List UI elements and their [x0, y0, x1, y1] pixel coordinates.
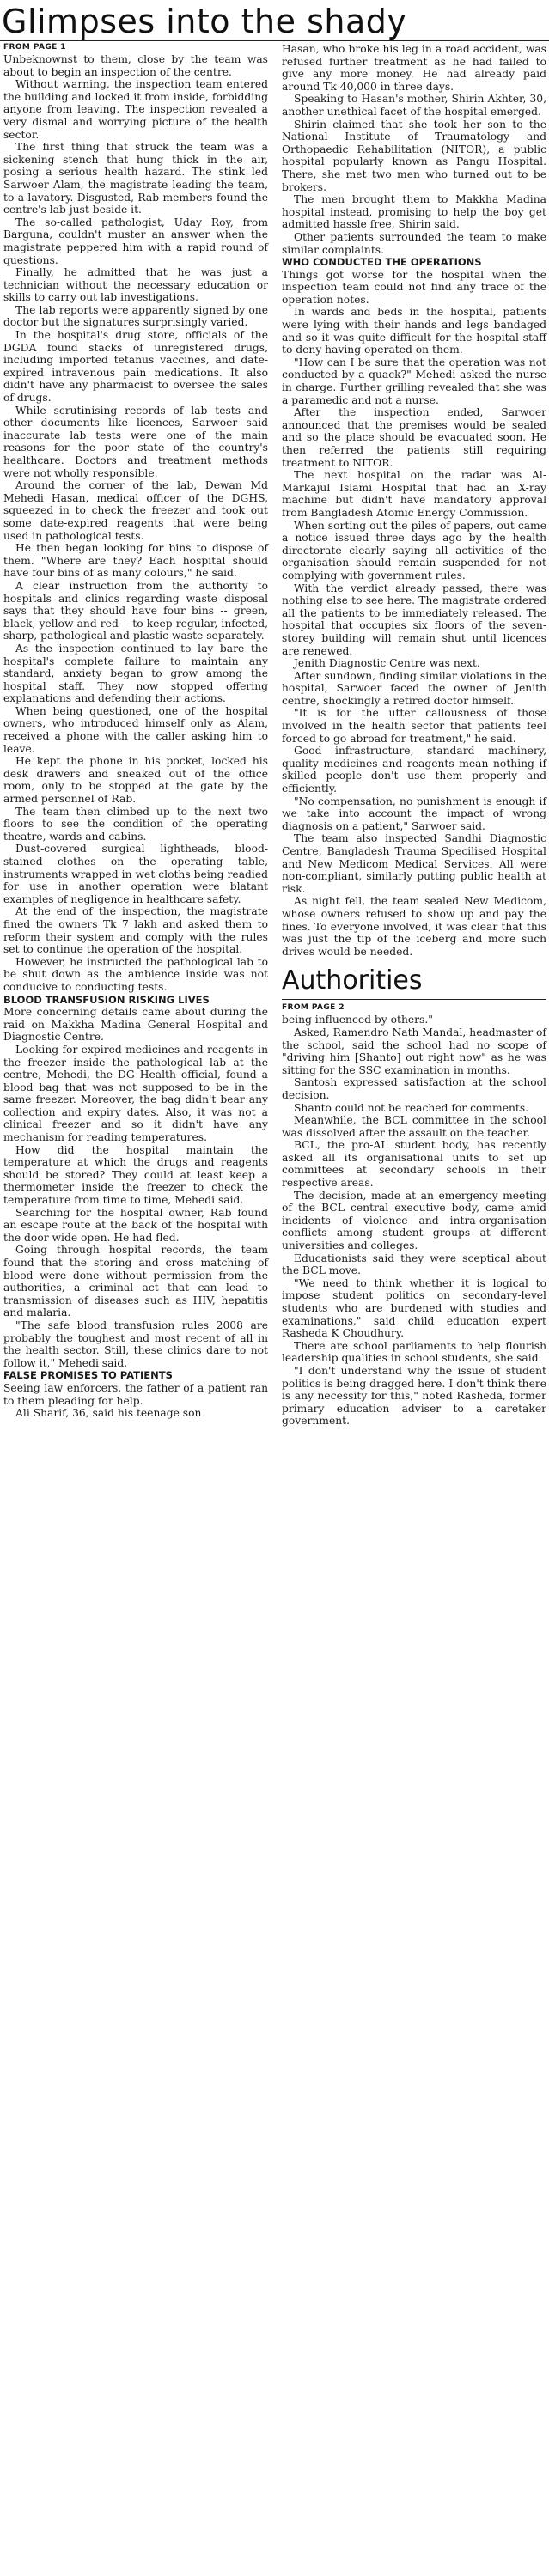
paragraph: "It is for the utter callousness of those involved in the health sector that patients feel forced to go abroad for treatment," he said. — [282, 707, 546, 745]
paragraph: The lab reports were apparently signed by one doctor but the signatures surprisingly varied. — [3, 303, 268, 329]
paragraph: Good infrastructure, standard machinery, quality medicines and reagents mean nothing if skilled people don't use them properly and efficiently. — [282, 745, 546, 795]
paragraph: The team also inspected Sandhi Diagnostic Centre, Bangladesh Trauma Specilised Hospital and New Medicom Medical Services. All were non-compliant, similarly putting public health at risk. — [282, 832, 546, 895]
paragraph: Speaking to Hasan's mother, Shirin Akhter, 30, another unethical facet of the hospital emerged. — [282, 93, 546, 118]
paragraph: A clear instruction from the authority to hospitals and clinics regarding waste disposal says that they should have four bins -- green, black, yellow and red -- to keep regular, infected, sharp, pathological and plastic waste separately. — [3, 579, 268, 642]
from-page-label: FROM PAGE 1 — [3, 43, 66, 52]
paragraph: being influenced by others." — [282, 1014, 433, 1026]
paragraph: Looking for expired medicines and reagents in the freezer inside the pathological lab at the centre, Mehedi, the DG Health official, found a blood bag that was not supposed to be in the same freezer. Moreover, the bag didn't bear any collection and expiry dates. Also, it was not a clinical freezer and so it didn't have any mechanism for reading temperatures. — [3, 1043, 268, 1144]
paragraph: Asked, Ramendro Nath Mandal, headmaster of the school, said the school had no scope of "driving him [Shanto] out right now" as he was sitting for the SSC examination in months. — [282, 1026, 546, 1076]
paragraph: He then began looking for bins to dispose of them. "Where are they? Each hospital should have four bins of as many colours," he said. — [3, 542, 268, 580]
article-column-left — [3, 43, 268, 1420]
paragraph: He kept the phone in his pocket, locked his desk drawers and sneaked out of the office room, only to be stopped at the gate by the armed personnel of Rab. — [3, 755, 268, 806]
paragraph: Without warning, the inspection team entered the building and locked it from inside, forbidding anyone from leaving. The inspection revealed a very dismal and worrying picture of the health sector. — [3, 78, 268, 141]
subheading: WHO CONDUCTED THE OPERATIONS — [282, 256, 482, 269]
paragraph: When being questioned, one of the hospital owners, who introduced himself only as Alam, received a phone with the caller asking him to leave. — [3, 704, 268, 755]
paragraph: BCL, the pro-AL student body, has recently asked all its organisational units to set up committees at secondary schools in their respective areas. — [282, 1139, 546, 1190]
paragraph: Shanto could not be reached for comments. — [294, 1101, 529, 1114]
paragraph: As the inspection continued to lay bare the hospital's complete failure to maintain any standard, anxiety began to grow among the hospital staff. They now stopped offering explanations and defending their actions. — [3, 642, 268, 705]
paragraph: With the verdict already passed, there was nothing else to see here. The magistrate ordered all the patients to be immediately released. The hospital that occupies six floors of the seven-storey building will remain shut until licences are renewed. — [282, 582, 546, 657]
paragraph: At the end of the inspection, the magistrate fined the owners Tk 7 lakh and asked them to reform their system and comply with the rules set to continue the operation of the hospital. — [3, 905, 268, 956]
article-column-right — [282, 43, 546, 1428]
paragraph: More concerning details came about during the raid on Makkha Madina General Hospital and Diagnostic Centre. — [3, 1006, 268, 1044]
paragraph: There are school parliaments to help flourish leadership qualities in school students, she said. — [282, 1339, 546, 1365]
section-rule — [282, 999, 546, 1000]
paragraph: The next hospital on the radar was Al-Markajul Islami Hospital that had an X-ray machine but didn't have mandatory approval from Bangladesh Atomic Energy Commission. — [282, 469, 546, 519]
paragraph: The men brought them to Makkha Madina hospital instead, promising to help the boy get admitted hassle free, Shirin said. — [282, 193, 546, 231]
paragraph: Going through hospital records, the team found that the storing and cross matching of blood were done without permission from the authorities, a criminal act that can lead to transmission of diseases such as HIV, hepatitis and malaria. — [3, 1244, 268, 1319]
paragraph: After the inspection ended, Sarwoer announced that the premises would be sealed and so the place should be evacuated soon. He then referred the patients still requiring treatment to NITOR. — [282, 406, 546, 469]
paragraph: Jenith Diagnostic Centre was next. — [294, 657, 480, 670]
paragraph: When sorting out the piles of papers, out came a notice issued three days ago by the health directorate clearly saying all activities of the organisation should remain suspended for not complying with government rules. — [282, 519, 546, 582]
paragraph: The team then climbed up to the next two floors to see the condition of the operating theatre, wards and cabins. — [3, 805, 268, 843]
paragraph: The so-called pathologist, Uday Roy, from Barguna, couldn't muster an answer when the magistrate peppered him with a rapid round of questions. — [3, 216, 268, 266]
paragraph: Searching for the hospital owner, Rab found an escape route at the back of the hospital with the door wide open. He had fled. — [3, 1206, 268, 1244]
paragraph: Seeing law enforcers, the father of a patient ran to them pleading for help. — [3, 1381, 268, 1407]
section-headline: Authorities — [282, 965, 423, 996]
paragraph: "No compensation, no punishment is enough if we take into account the impact of wrong diagnosis on a patient," Sarwoer said. — [282, 795, 546, 832]
paragraph: The decision, made at an emergency meeting of the BCL central executive body, came amid incidents of violence and intra-organisation conflicts among student groups at different universities and colleges. — [282, 1189, 546, 1252]
paragraph: Around the corner of the lab, Dewan Md Mehedi Hasan, medical officer of the DGHS, squeezed in to check the freezer and took out some date-expired reagents that were being used in pathological tests. — [3, 479, 268, 542]
column-body — [3, 53, 268, 1420]
paragraph: Santosh expressed satisfaction at the school decision. — [282, 1076, 546, 1101]
section-body — [282, 1014, 546, 1428]
paragraph: In the hospital's drug store, officials of the DGDA found stacks of unregistered drugs, including imported tetanus vaccines, and date-expired intravenous pain medications. It also didn't have any pharmacist to oversee the sales of drugs. — [3, 329, 268, 405]
paragraph: Finally, he admitted that he was just a technician without the necessary education or skills to carry out lab investigations. — [3, 266, 268, 304]
paragraph: Shirin claimed that she took her son to the National Institute of Traumatology and Orthopaedic Rehabilitation (NITOR), a public hospital popularly known as Pangu Hospital. There, she met two men who turned out to be brokers. — [282, 118, 546, 193]
headline: Glimpses into the shady — [2, 3, 407, 40]
paragraph: Ali Sharif, 36, said his teenage son — [15, 1407, 202, 1420]
paragraph: In wards and beds in the hospital, patients were lying with their hands and legs bandaged and so it was quite difficult for the hospital staff to deny having operated on them. — [282, 306, 546, 356]
column-body — [282, 43, 546, 958]
paragraph: After sundown, finding similar violations in the hospital, Sarwoer faced the owner of Jenith centre, shockingly a retired doctor himself. — [282, 669, 546, 707]
paragraph: "The safe blood transfusion rules 2008 are probably the toughest and most recent of all in the health sector. Still, these clinics dare to not follow it," Mehedi said. — [3, 1318, 268, 1369]
subheading: FALSE PROMISES TO PATIENTS — [3, 1369, 173, 1382]
paragraph: The first thing that struck the team was a sickening stench that hung thick in the air, posing a serious health hazard. The stink led Sarwoer Alam, the magistrate leading the team, to a lavatory. Disgusted, Rab members found the centre's lab just beside it. — [3, 141, 268, 216]
paragraph: Things got worse for the hospital when the inspection team could not find any trace of the operation notes. — [282, 268, 546, 306]
paragraph: "How can I be sure that the operation was not conducted by a quack?" Mehedi asked the nurse in charge. Further grilling revealed that she was a paramedic and not a nurse. — [282, 356, 546, 406]
paragraph: "We need to think whether it is logical to impose student politics on secondary-level students who are burdened with studies and examinations," said child education expert Rasheda K Choudhury. — [282, 1276, 546, 1340]
paragraph: Meanwhile, the BCL committee in the school was dissolved after the assault on the teacher. — [282, 1114, 546, 1139]
paragraph: Unbeknownst to them, close by the team was about to begin an inspection of the centre. — [3, 53, 268, 78]
paragraph: However, he instructed the pathological lab to be shut down as the ambience inside was not conducive to conducting tests. — [3, 955, 268, 993]
paragraph: How did the hospital maintain the temperature at which the drugs and reagents should be stored? They could at least keep a thermometer inside the freezer to check the temperature from time to time, Mehedi said. — [3, 1143, 268, 1207]
paragraph: Other patients surrounded the team to make similar complaints. — [282, 230, 546, 256]
from-page-label: FROM PAGE 2 — [282, 1003, 345, 1013]
paragraph: "I don't understand why the issue of student politics is being dragged here. I don't think there is any necessity for this," noted Rasheda, former primary education adviser to a caretaker government. — [282, 1364, 546, 1428]
subheading: BLOOD TRANSFUSION RISKING LIVES — [3, 993, 210, 1006]
paragraph: Educationists said they were sceptical about the BCL move. — [282, 1251, 546, 1277]
paragraph: As night fell, the team sealed New Medicom, whose owners refused to show up and pay the fines. To everyone involved, it was clear that this was just the tip of the iceberg and more such drives would be needed. — [282, 895, 546, 958]
paragraph: Dust-covered surgical lightheads, blood-stained clothes on the operating table, instruments wrapped in wet cloths being readied for use in another operation were blatant examples of negligence in healthcare safety. — [3, 843, 268, 905]
paragraph: While scrutinising records of lab tests and other documents like licences, Sarwoer said inaccurate lab tests were one of the main reasons for the poor state of the country's healthcare. Doctors and treatment methods were not wholly responsible. — [3, 404, 268, 479]
headline-rule — [0, 40, 549, 41]
paragraph: Hasan, who broke his leg in a road accident, was refused further treatment as he had failed to give any more money. He had already paid around Tk 40,000 in three days. — [282, 43, 546, 93]
